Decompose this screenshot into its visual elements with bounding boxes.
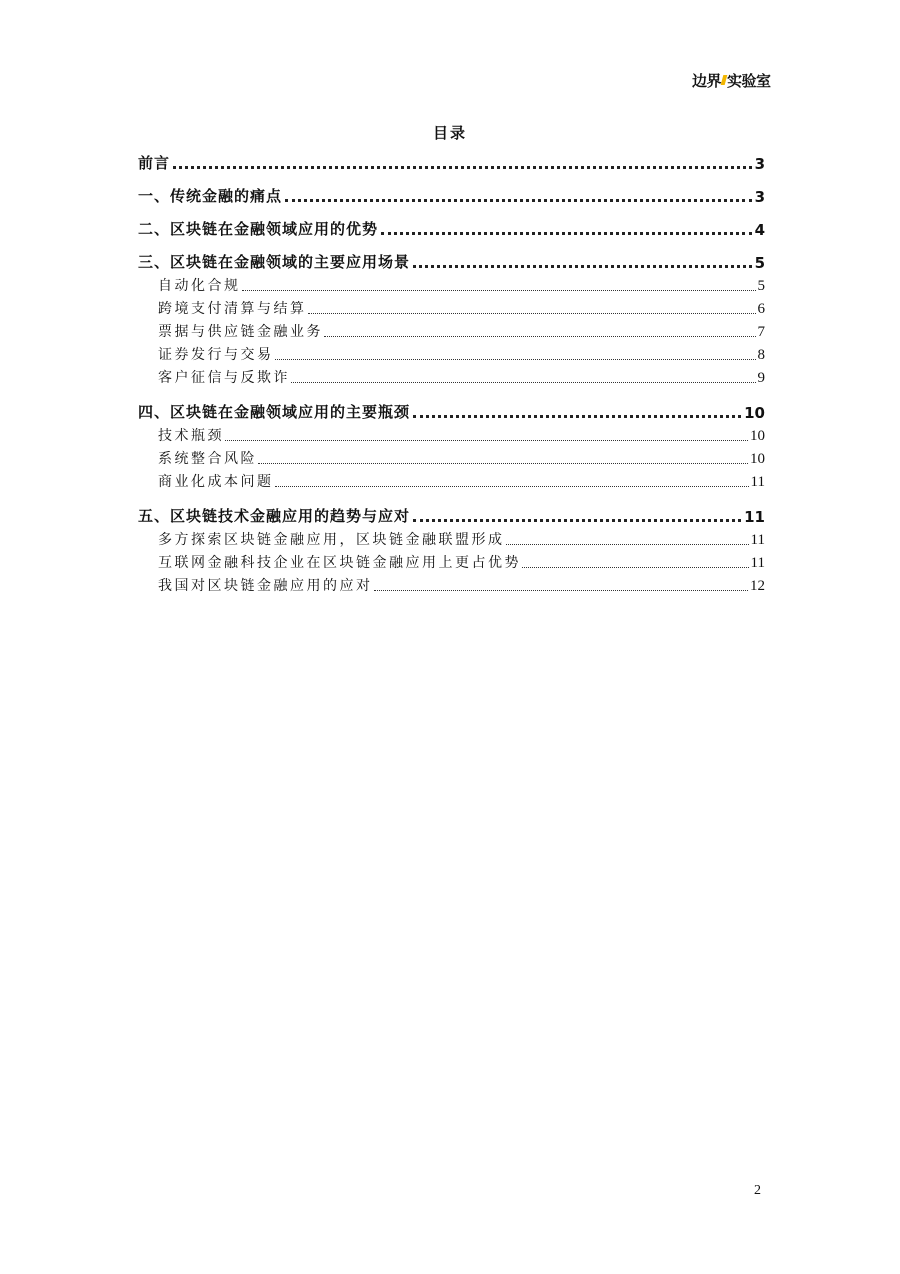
logo-text-part1: 边界 [692,72,722,90]
toc-entry-text: 商业化成本问题 [158,474,274,490]
toc-entry-page: 11 [750,474,765,490]
toc-entry-page: 4 [754,221,765,239]
toc-entry[interactable] [158,448,765,468]
toc-entry-page: 5 [757,278,765,294]
toc-entry[interactable] [158,552,765,572]
toc-entry[interactable] [158,575,765,595]
toc-entry-text: 二、区块链在金融领域应用的优势 [138,220,379,238]
toc-entry-page: 11 [750,555,765,571]
toc-entry-text: 跨境支付清算与结算 [158,301,307,317]
toc-entry-text: 五、区块链技术金融应用的趋势与应对 [138,507,411,525]
dot-leader [374,589,749,591]
dot-leader [285,198,752,202]
toc-entry[interactable] [158,275,765,295]
toc-entry[interactable] [158,298,765,318]
toc-entry-page: 7 [757,324,765,340]
toc-entry-text: 三、区块链在金融领域的主要应用场景 [138,253,411,271]
toc-entry-page: 10 [750,428,765,444]
dot-leader [413,518,741,522]
dot-leader [522,566,749,568]
dot-leader [225,439,748,441]
toc-entry-text: 我国对区块链金融应用的应对 [158,578,373,594]
toc-entry-page: 8 [757,347,765,363]
dot-leader [275,358,756,360]
toc-entry-page: 10 [744,404,765,422]
dot-leader [275,485,749,487]
toc-title: 目录 [432,124,467,142]
toc-entry[interactable] [158,367,765,387]
dot-leader [242,289,756,291]
dot-leader [308,312,756,314]
page-number: 2 [754,1183,761,1198]
toc-entry-page: 10 [750,451,765,467]
toc-entry-page: 5 [754,254,765,272]
toc-entry-text: 前言 [138,154,171,172]
toc-entry[interactable] [158,529,765,549]
toc-entry[interactable] [158,344,765,364]
toc-entry-text: 自动化合规 [158,278,241,294]
toc-entry-text: 一、传统金融的痛点 [138,187,283,205]
toc-entry-page: 3 [754,188,765,206]
logo-text-part2: 实验室 [727,72,771,90]
toc-entry-page: 9 [757,370,765,386]
toc-entry[interactable] [138,401,765,422]
toc-entry[interactable] [138,251,765,272]
dot-leader [173,165,752,169]
toc-entry-page: 3 [754,155,765,173]
toc-entry-text: 四、区块链在金融领域应用的主要瓶颈 [138,403,411,421]
dot-leader [291,381,756,383]
toc-entry[interactable] [138,185,765,206]
toc-entry[interactable] [138,505,765,526]
toc-entry-text: 证券发行与交易 [158,347,274,363]
toc-entry-page: 12 [750,578,765,594]
dot-leader [258,462,748,464]
toc-entry[interactable] [138,218,765,239]
toc-entry-page: 11 [744,508,765,526]
toc-entry-text: 技术瓶颈 [158,428,224,444]
publisher-logo [692,70,771,91]
toc-entry[interactable] [138,152,765,173]
dot-leader [413,264,752,268]
toc-entry-text: 系统整合风险 [158,451,257,467]
dot-leader [324,335,756,337]
toc-entry-text: 多方探索区块链金融应用，区块链金融联盟形成 [158,532,505,548]
toc-entry-page: 11 [750,532,765,548]
toc-entry[interactable] [158,425,765,445]
dot-leader [413,414,741,418]
toc-entry-text: 互联网金融科技企业在区块链金融应用上更占优势 [158,555,521,571]
dot-leader [506,543,749,545]
dot-leader [381,231,752,235]
toc-entry[interactable] [158,471,765,491]
toc-entry-text: 客户征信与反欺诈 [158,370,290,386]
toc-entry-page: 6 [757,301,765,317]
toc-entry[interactable] [158,321,765,341]
toc-entry-text: 票据与供应链金融业务 [158,324,323,340]
